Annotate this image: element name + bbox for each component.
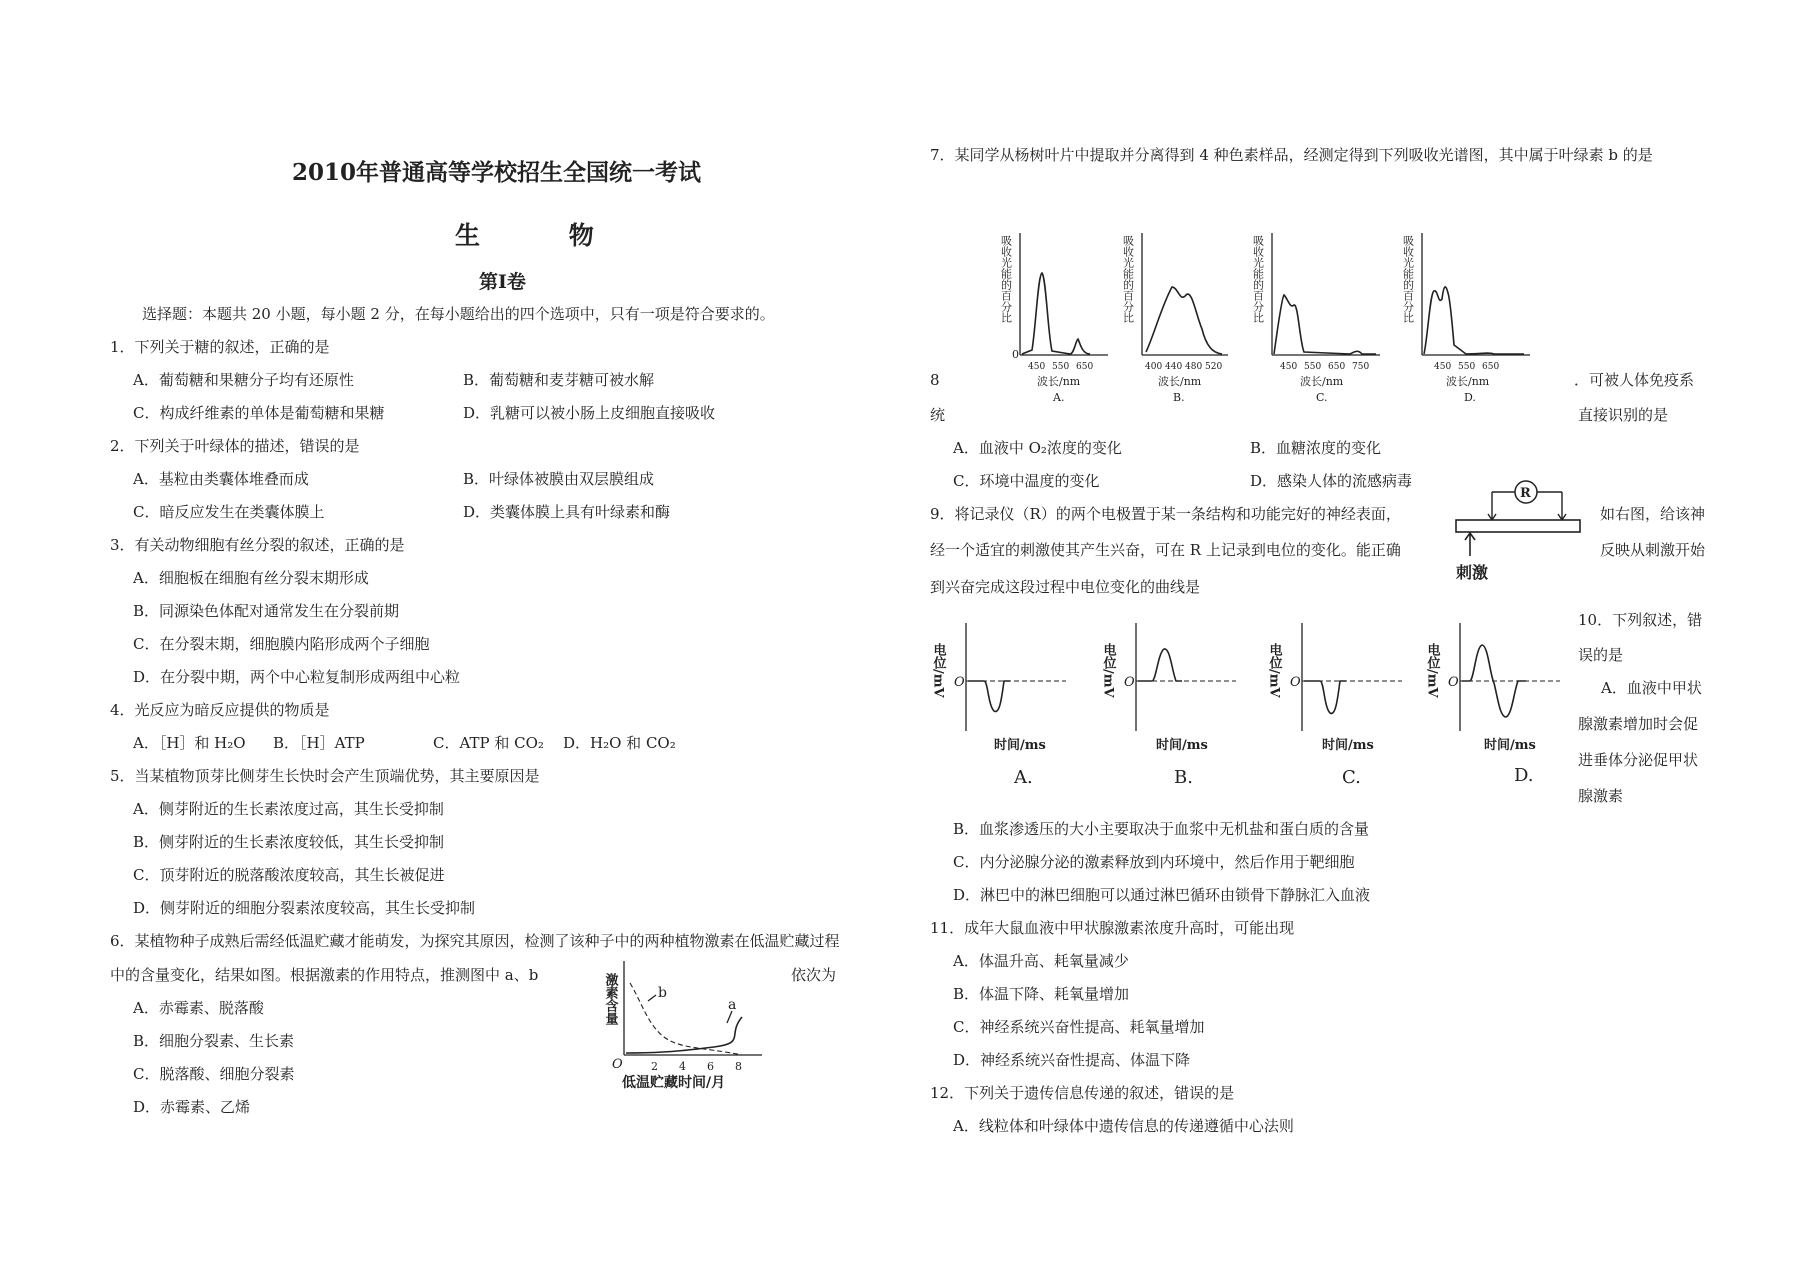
q7-c-tick-4: 750 [1352,362,1370,372]
q6-x-label: 低温贮藏时间/月 [622,1075,726,1091]
q7-b-curve [1146,287,1222,354]
q7-a-y-label: 吸收光能的百分比 [999,235,1013,323]
q7-c-tick-2: 550 [1304,362,1322,372]
q7-spectra-figure [990,225,1560,405]
q9-b-letter: B. [1174,767,1193,788]
q10-option-a-line3: 进垂体分泌促甲状 [1578,751,1699,769]
q7-a-tick-1: 450 [1028,362,1046,372]
q7-c-tick-3: 650 [1328,362,1346,372]
q6-tick-2: 2 [651,1060,658,1073]
q6-label-a: a [728,997,737,1013]
q7-d-y-label: 吸收光能的百分比 [1401,235,1415,323]
q7-b-x-label: 波长/nm [1158,375,1202,388]
q9-curve-panel-b [1101,623,1237,788]
q6-option-d: D．赤霉素、乙烯 [133,1098,251,1116]
q10-option-d: D．淋巴中的淋巴细胞可以通过淋巴循环由锁骨下静脉汇入血液 [953,886,1371,904]
q9-stem-line1b: 如右图，给该神 [1600,505,1706,523]
q9-a-letter: A. [1014,767,1033,788]
q10-option-b: B．血浆渗透压的大小主要取决于血浆中无机盐和蛋白质的含量 [953,820,1370,838]
q7-panel-d [1402,233,1531,404]
q5-option-b: B．侧芽附近的生长素浓度较低，其生长受抑制 [133,833,445,851]
q7-a-origin: 0 [1012,348,1019,361]
q11-option-b: B．体温下降、耗氧量增加 [953,985,1130,1003]
q7-c-curve [1274,295,1376,354]
q7-a-x-label: 波长/nm [1037,375,1081,388]
q6-y-label: 激素含量 [602,973,618,1025]
q9-curve-panel-c [1267,623,1403,788]
q6-curve-a [626,1017,742,1053]
q3-stem: 3．有关动物细胞有丝分裂的叙述，正确的是 [110,536,405,554]
q11-option-c: C．神经系统兴奋性提高、耗氧量增加 [953,1018,1205,1036]
q9-b-x-label: 时间/ms [1156,738,1208,753]
q7-b-y-label: 吸收光能的百分比 [1121,235,1135,323]
q9-c-x-label: 时间/ms [1322,738,1374,753]
q1-option-b: B．葡萄糖和麦芽糖可被水解 [463,371,655,389]
q9-a-y-label: 电位/mV [930,643,946,698]
q9-stem-line2: 经一个适宜的刺激使其产生兴奋，可在 R 上记录到电位的变化。能正确 [930,541,1401,559]
q6-tick-8: 8 [735,1060,742,1073]
q2-stem: 2．下列关于叶绿体的描述，错误的是 [110,437,360,455]
q9-a-x-label: 时间/ms [994,738,1046,753]
q7-d-tick-3: 650 [1482,362,1500,372]
q6-stem-line3: 依次为 [791,966,837,984]
q8-option-a: A．血液中 O₂浓度的变化 [953,439,1122,457]
q2-option-d: D．类囊体膜上具有叶绿素和酶 [463,503,671,521]
q8-option-b: B．血糖浓度的变化 [1250,439,1382,457]
q7-d-curve [1424,287,1524,354]
q12-stem: 12．下列关于遗传信息传递的叙述，错误的是 [930,1084,1235,1102]
q9-potential-curves [930,615,1570,795]
q6-stem-line2: 中的含量变化，结果如图。根据激素的作用特点，推测图中 a、b [110,966,539,984]
q9-stem-line3: 到兴奋完成这段过程中电位变化的曲线是 [930,578,1201,596]
q9-d-letter: D. [1514,765,1534,786]
q9-curve-panel-d [1425,623,1561,786]
q9-c-letter: C. [1342,767,1361,788]
q7-panel-b [1122,233,1229,404]
q6-option-b: B．细胞分裂素、生长素 [133,1032,295,1050]
q1-option-d: D．乳糖可以被小肠上皮细胞直接吸收 [463,404,716,422]
q7-a-tick-2: 550 [1052,362,1070,372]
q7-stem: 7．某同学从杨树叶片中提取并分离得到 4 种色素样品，经测定得到下列吸收光谱图，其中属于叶绿素 b 的是 [930,146,1653,164]
q8-stem-line2a: 统 [930,406,946,424]
q6-leader-b [648,995,656,1001]
q5-option-a: A．侧芽附近的生长素浓度过高，其生长受抑制 [133,800,444,818]
recorder-label: R [1520,486,1531,501]
q9-nerve-figure [1450,470,1586,586]
q9-stem-line2b: 反映从刺激开始 [1600,541,1706,559]
q5-option-c: C．顶芽附近的脱落酸浓度较高，其生长被促进 [133,866,445,884]
q9-d-origin: O [1448,675,1459,690]
q6-stem-line1: 6．某植物种子成熟后需经低温贮藏才能萌发，为探究其原因，检测了该种子中的两种植物激素在低温贮藏过程 [110,932,840,950]
q7-a-curve [1022,273,1090,354]
q4-option-a: A．［H］和 H₂O [133,734,246,752]
q7-a-tick-3: 650 [1076,362,1094,372]
q3-option-c: C．在分裂末期，细胞膜内陷形成两个子细胞 [133,635,430,653]
q3-option-b: B．同源染色体配对通常发生在分裂前期 [133,602,400,620]
q6-tick-4: 4 [679,1060,686,1073]
electrode-arrows [1488,514,1566,520]
q11-stem: 11．成年大鼠血液中甲状腺激素浓度升高时，可能出现 [930,919,1295,937]
q7-c-x-label: 波长/nm [1300,375,1344,388]
q7-panel-a [1000,233,1109,404]
q7-d-tick-1: 450 [1434,362,1452,372]
q8-option-d: D．感染人体的流感病毒 [1250,472,1413,490]
q11-option-d: D．神经系统兴奋性提高、体温下降 [953,1051,1191,1069]
q9-a-origin: O [954,675,965,690]
q7-b-tick-4: 520 [1205,362,1223,372]
q5-stem: 5．当某植物顶芽比侧芽生长快时会产生顶端优势，其主要原因是 [110,767,540,785]
q7-c-y-label: 吸收光能的百分比 [1251,235,1265,323]
q6-origin: O [612,1057,623,1072]
q10-option-c: C．内分泌腺分泌的激素释放到内环境中，然后作用于靶细胞 [953,853,1355,871]
q9-c-curve [1304,681,1346,713]
q7-a-letter: A. [1053,391,1065,404]
q7-d-letter: D. [1464,391,1476,404]
q9-b-curve [1138,649,1182,681]
q6-label-b: b [658,985,667,1001]
q3-option-a: A．细胞板在细胞有丝分裂末期形成 [133,569,369,587]
q3-option-d: D．在分裂中期，两个中心粒复制形成两组中心粒 [133,668,461,686]
q4-stem: 4．光反应为暗反应提供的物质是 [110,701,330,719]
q8-number: 8 [930,371,940,389]
q9-d-x-label: 时间/ms [1484,738,1536,753]
q8-stem-line2b: 直接识别的是 [1578,406,1669,424]
q7-b-tick-2: 440 [1165,362,1183,372]
q7-c-letter: C. [1316,391,1328,404]
nerve-fiber [1456,520,1580,532]
q8-stem-tail: ．可被人体免疫系 [1574,371,1695,389]
q6-tick-6: 6 [707,1060,714,1073]
q8-option-c: C．环境中温度的变化 [953,472,1100,490]
q6-option-c: C．脱落酸、细胞分裂素 [133,1065,295,1083]
q9-b-y-label: 电位/mV [1100,643,1116,698]
q5-option-d: D．侧芽附近的细胞分裂素浓度较高，其生长受抑制 [133,899,476,917]
q7-d-tick-2: 550 [1458,362,1476,372]
instructions: 选择题：本题共 20 小题，每小题 2 分，在每小题给出的四个选项中，只有一项是符合要求的。 [142,305,775,323]
q2-option-c: C．暗反应发生在类囊体膜上 [133,503,325,521]
exam-title: 2010年普通高等学校招生全国统一考试 [292,159,702,186]
q1-option-a: A．葡萄糖和果糖分子均有还原性 [133,371,354,389]
q11-option-a: A．体温升高、耗氧量减少 [953,952,1129,970]
q7-b-letter: B. [1173,391,1185,404]
q9-stem-line1: 9．将记录仪（R）的两个电极置于某一条结构和功能完好的神经表面， [930,505,1401,523]
q9-a-curve [968,681,1010,712]
q4-option-c: C．ATP 和 CO₂ [433,734,544,752]
q6-hormone-figure [582,955,782,1095]
q9-b-origin: O [1124,675,1135,690]
subject-title: 生 物 [455,221,634,250]
q7-b-tick-1: 400 [1145,362,1163,372]
q7-c-tick-1: 450 [1280,362,1298,372]
q9-c-y-label: 电位/mV [1266,643,1282,698]
q10-option-a-line1: A．血液中甲状 [1601,679,1702,697]
q10-option-a-line2: 腺激素增加时会促 [1578,715,1699,733]
q2-option-b: B．叶绿体被膜由双层膜组成 [463,470,655,488]
q1-stem: 1．下列关于糖的叙述，正确的是 [110,338,330,356]
q4-option-b: B．［H］ATP [273,734,365,752]
q9-curve-panel-a [931,623,1067,788]
q9-c-origin: O [1290,675,1301,690]
q7-panel-c [1252,233,1381,404]
q4-option-d: D．H₂O 和 CO₂ [563,734,676,752]
stimulus-arrow [1465,533,1475,556]
q10-stem-line1: 10．下列叙述，错 [1578,611,1703,629]
q10-option-a-line4: 腺激素 [1578,787,1624,805]
q6-option-a: A．赤霉素、脱落酸 [133,999,264,1017]
q7-d-x-label: 波长/nm [1446,375,1490,388]
q2-option-a: A．基粒由类囊体堆叠而成 [133,470,309,488]
q1-option-c: C．构成纤维素的单体是葡萄糖和果糖 [133,404,385,422]
q10-stem-line2: 误的是 [1578,646,1624,664]
q9-d-y-label: 电位/mV [1424,643,1440,698]
stimulus-label: 刺激 [1456,563,1489,582]
volume-title: 第Ⅰ卷 [479,271,526,293]
q7-b-tick-3: 480 [1185,362,1203,372]
q12-option-a: A．线粒体和叶绿体中遗传信息的传递遵循中心法则 [953,1117,1294,1135]
